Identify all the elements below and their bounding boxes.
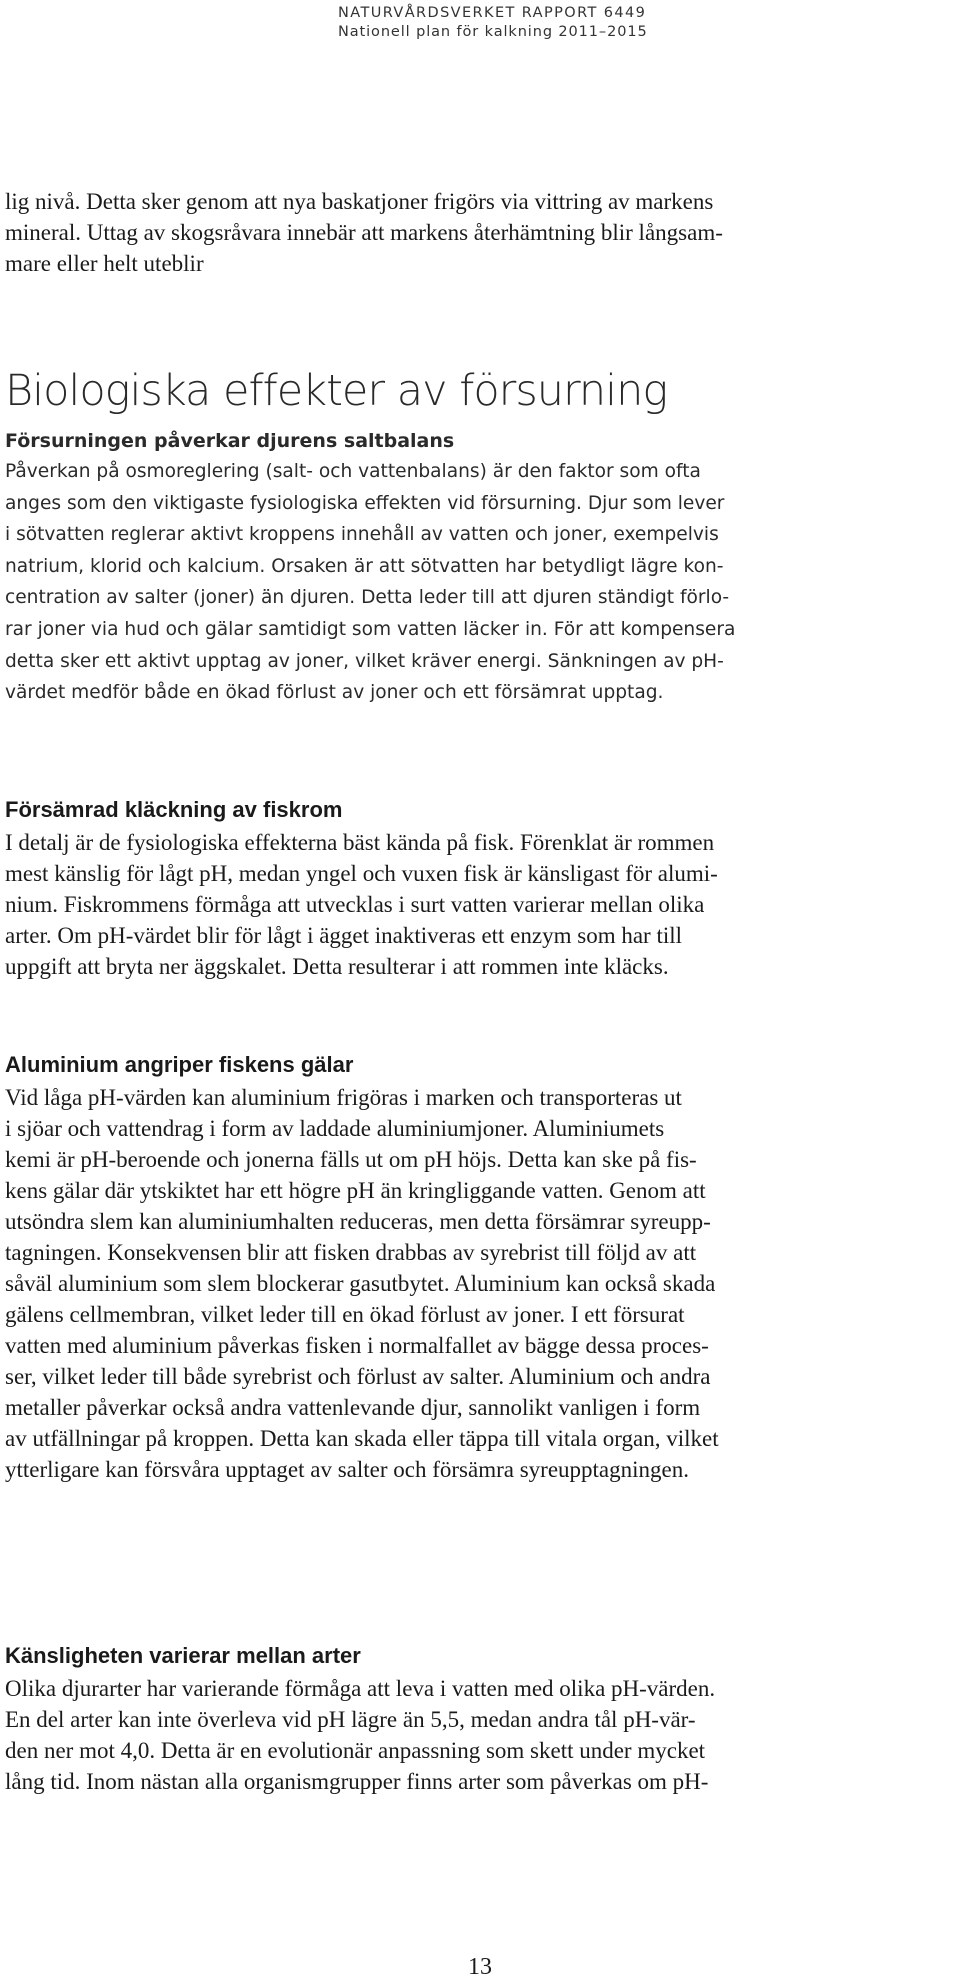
subsection-heading: Aluminium angriper fiskens gälar [5,1052,354,1077]
subsection-fiskrom [5,793,760,982]
report-title-label: Nationell plan för kalkning 2011–2015 [338,24,648,40]
section-title: Biologiska effekter av försurning [5,366,668,416]
subsection-kanslighet [5,1639,760,1797]
subsection-heading: Försurningen påverkar djurens saltbalans [5,430,455,452]
page-number: 13 [468,1954,492,1980]
subsection-text: Påverkan på osmoreglering (salt- och vattenbalans) är den faktor som ofta anges som den viktigaste fysiologiska effekten vid försurning. Djur som lever i sötvatten reglerar aktivt kroppens innehåll av vatten och joner, exempelvis natrium, klorid och kalcium. Orsaken är att sötvatten har betydligt lägre kon- centration av salter (joner) än djuren. Detta leder till att djuren ständigt förlo- rar joner via hud och gälar samtidigt som vatten läcker in. För att kompensera detta sker ett aktivt upptag av joner, vilket kräver energi. Sänkningen av pH- värdet medför både en ökad förlust av joner och ett försämrat upptag. [5,461,736,704]
subsection-text: I detalj är de fysiologiska effekterna bäst kända på fisk. Förenklat är rommen mest känslig för lågt pH, medan yngel och vuxen fisk är känsligast för alumi- nium. Fiskrommens förmåga att utvecklas i surt vatten varierar mellan olika arter. Om pH-värdet blir för lågt i ägget inaktiveras ett enzym som har till uppgift att bryta ner äggskalet. Detta resulterar i att rommen inte kläcks. [5,830,718,979]
subsection-saltbalans [5,426,760,709]
subsection-text: Olika djurarter har varierande förmåga att leva i vatten med olika pH-värden. En del arter kan inte överleva vid pH lägre än 5,5, medan andra tål pH-vär- den ner mot 4,0. Detta är en evolutionär anpassning som skett under mycket lång tid. Inom nästan alla organismgrupper finns arter som påverkas om pH- [5,1676,716,1794]
intro-paragraph: lig nivå. Detta sker genom att nya baskatjoner frigörs via vittring av markens mineral. Uttag av skogsråvara innebär att markens återhämtning blir långsam- mare eller helt uteblir [5,189,723,276]
subsection-aluminium [5,1048,760,1485]
subsection-text: Vid låga pH-värden kan aluminium frigöras i marken och transporteras ut i sjöar och vattendrag i form av laddade aluminiumjoner. Aluminiumets kemi är pH-beroende och jonerna fälls ut om pH höjs. Detta kan ske på fis- kens gälar där ytskiktet har ett högre pH än kringliggande vatten. Genom att utsöndra slem kan aluminiumhalten reduceras, men detta försämrar syreupp- tagningen. Konsekvensen blir att fisken drabbas av syrebrist till följd av att såväl aluminium som slem blockerar gasutbytet. Aluminium kan också skada gälens cellmembran, vilket leder till en ökad förlust av joner. I ett försurat vatten med aluminium påverkas fisken i normalfallet av bägge dessa proces- ser, vilket leder till både syrebrist och förlust av salter. Aluminium och andra metaller påverkar också andra vattenlevande djur, sannolikt vanligen i form av utfällningar på kroppen. Detta kan skada eller täppa till vitala organ, vilket ytterligare kan försvåra upptaget av salter och försämra syreupptagningen. [5,1085,719,1482]
subsection-heading: Försämrad kläckning av fiskrom [5,797,343,822]
subsection-heading: Känsligheten varierar mellan arter [5,1643,361,1668]
report-series-label: NATURVÅRDSVERKET RAPPORT 6449 [338,5,647,21]
page-header [250,4,650,42]
